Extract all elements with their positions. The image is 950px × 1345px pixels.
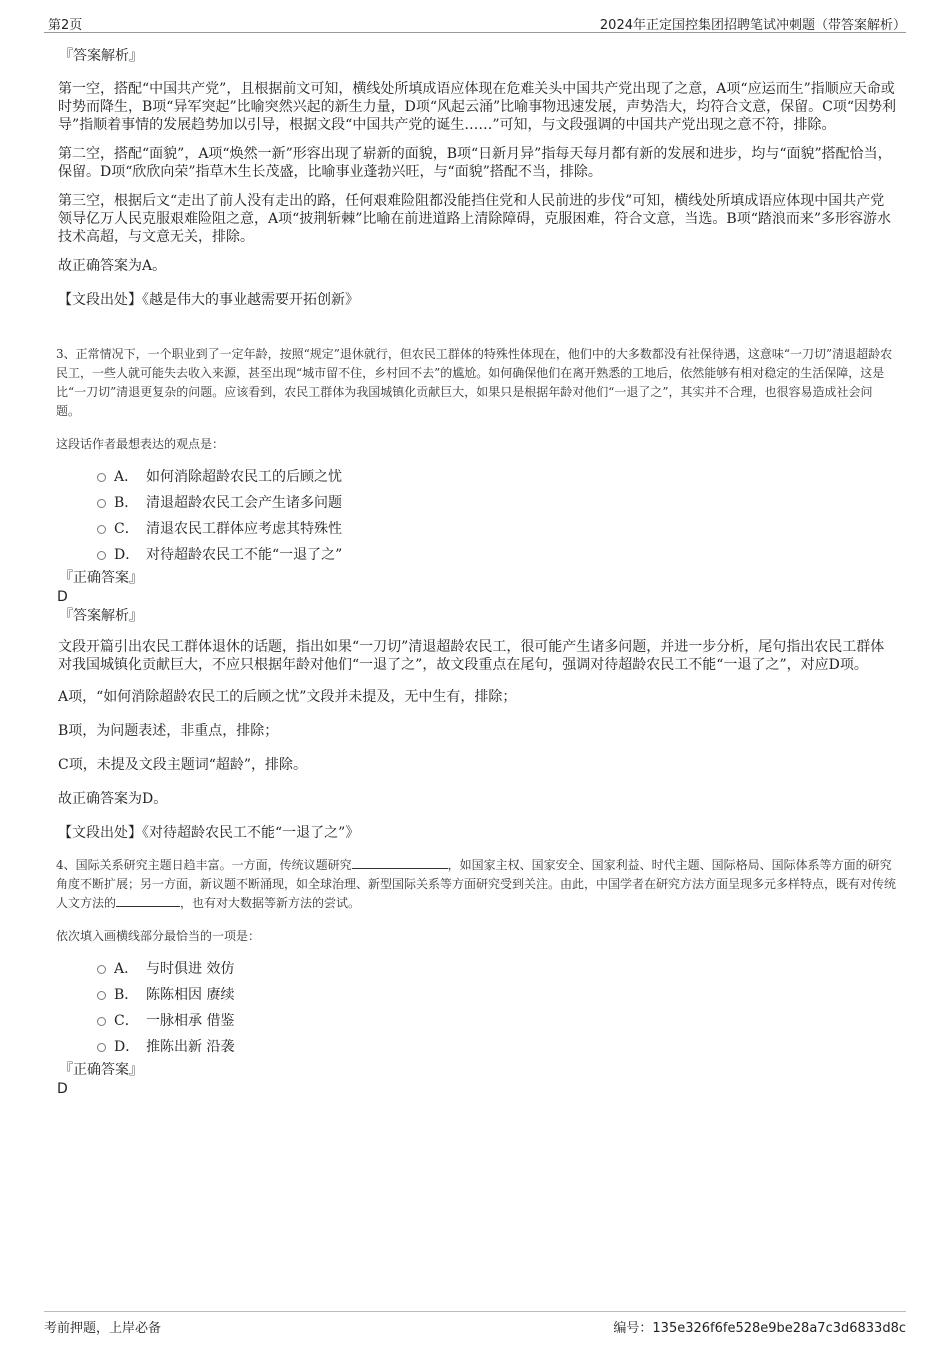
analysis-label: 『答案解析』 [59,48,143,64]
radio-icon[interactable] [97,525,106,534]
analysis-paragraph: 第三空，根据后文“走出了前人没有走出的路，任何艰难险阻都没能挡住党和人民前进的步伐”可知，横线处所填成语应体现中国共产党领导亿万人民克服艰难险阻之意，A项“披荆斩棘”比喻在前进道路上清除障碍，克服困难，符合文意，当选。B项“踏浪而来”多形容游水技术高超，与文意无关，排除。 [58,193,892,245]
question-4-options [56,956,896,1060]
question-3-prompt: 这段话作者最想表达的观点是： [56,437,225,451]
page-header [44,12,906,33]
radio-icon[interactable] [97,551,106,560]
footer-slogan: 考前押题，上岸必备 [44,1321,162,1336]
option-d[interactable]: D． 对待超龄农民工不能“一退了之” [56,542,896,568]
question-3-options [56,464,896,568]
source-citation: 【文段出处】《对待超龄农民工不能“一退了之”》 [58,825,360,841]
option-a[interactable]: A． 如何消除超龄农民工的后顾之忧 [56,464,896,490]
option-a[interactable]: A． 与时俱进 效仿 [56,956,896,982]
analysis-paragraph: 第二空，搭配“面貌”，A项“焕然一新”形容出现了崭新的面貌，B项“日新月异”指每天每月都有新的发展和进步，均与“面貌”搭配恰当，保留。D项“欣欣向荣”指草木生长茂盛，比喻事业蓬勃兴旺，与“面貌”搭配不当，排除。 [58,146,892,180]
analysis-paragraph: A项，“如何消除超龄农民工的后顾之忧”文段并未提及，无中生有，排除； [58,689,517,705]
radio-icon[interactable] [97,1043,106,1052]
analysis-paragraph: 第一空，搭配“中国共产党”，且根据前文可知，横线处所填成语应体现在危难关头中国共产党出现了之意，A项“应运而生”指顺应天命或时势而降生，B项“异军突起”比喻突然兴起的新生力量，D项“风起云涌”比喻事物迅速发展，声势浩大，均符合文意，保留。C项“因势利导”指顺着事情的发展趋势加以引导，根据文段“中国共产党的诞生……”可知，与文段强调的中国共产党出现之意不符，排除。 [58,81,897,133]
radio-icon[interactable] [97,1017,106,1026]
radio-icon[interactable] [97,473,106,482]
radio-icon[interactable] [97,499,106,508]
page-content [56,46,896,1098]
option-c[interactable]: C． 清退农民工群体应考虑其特殊性 [56,516,896,542]
analysis-paragraph: C项，未提及文段主题词“超龄”，排除。 [58,757,308,773]
correct-answer-value: D [57,589,68,605]
page-footer [44,1311,906,1338]
analysis-q2 [58,80,896,309]
correct-answer-label: 『正确答案』 [59,1062,143,1078]
correct-answer-label: 『正确答案』 [59,570,143,586]
analysis-q3 [58,638,896,842]
option-b[interactable]: B． 陈陈相因 赓续 [56,982,896,1008]
analysis-conclusion: 故正确答案为D。 [58,791,168,807]
page-number: 第2页 [48,18,83,33]
question-3-stem: 3、正常情况下，一个职业到了一定年龄，按照“规定”退休就行，但农民工群体的特殊性体现在，他们中的大多数都没有社保待遇，这意味“一刀切”清退超龄农民工，一些人就可能失去收入来源，甚至出现“城市留不住，乡村回不去”的尴尬。如何确保他们在离开熟悉的工地后，依然能够有相对稳定的生活保障，这是比“一刀切”清退更复杂的问题。应该看到，农民工群体为我国城镇化贡献巨大，如果只是根据年龄对他们“一退了之”，其实并不合理，也很容易造成社会问题。 [56,347,893,418]
analysis-paragraph: 文段开篇引出农民工群体退休的话题，指出如果“一刀切”清退超龄农民工，很可能产生诸多问题，并进一步分析，尾句指出农民工群体对我国城镇化贡献巨大，不应只根据年龄对他们“一退了之”，故文段重点在尾句，强调对待超龄农民工不能“一退了之”，对应D项。 [58,639,885,673]
radio-icon[interactable] [97,991,106,1000]
fill-blank-2 [116,894,180,907]
analysis-label: 『答案解析』 [59,608,143,624]
option-c[interactable]: C． 一脉相承 借鉴 [56,1008,896,1034]
question-4-prompt: 依次填入画横线部分最恰当的一项是： [56,929,261,943]
correct-answer-value: D [57,1081,68,1097]
document-code: 编号：135e326f6fe528e9be28a7c3d6833d8c [613,1321,906,1336]
document-title: 2024年正定国控集团招聘笔试冲刺题（带答案解析） [599,18,906,33]
radio-icon[interactable] [97,965,106,974]
analysis-paragraph: B项，为问题表述，非重点，排除； [58,723,279,739]
source-citation: 【文段出处】《越是伟大的事业越需要开拓创新》 [58,292,359,308]
analysis-conclusion: 故正确答案为A。 [58,258,167,274]
question-4-stem: 4、国际关系研究主题日趋丰富。一方面，传统议题研究 ，如国家主权、国家安全、国家利益、时代主题、国际格局、国际体系等方面的研究角度不断扩展；另一方面，新议题不断涌现，如全球治理、新型国际关系等方面研究受到关注。由此，中国学者在研究方法方面呈现多元多样特点，既有对传统人文方法的 ，也有对大数据等新方法的尝试。 [56,858,897,910]
fill-blank-1 [352,856,448,869]
option-b[interactable]: B． 清退超龄农民工会产生诸多问题 [56,490,896,516]
option-d[interactable]: D． 推陈出新 沿袭 [56,1034,896,1060]
